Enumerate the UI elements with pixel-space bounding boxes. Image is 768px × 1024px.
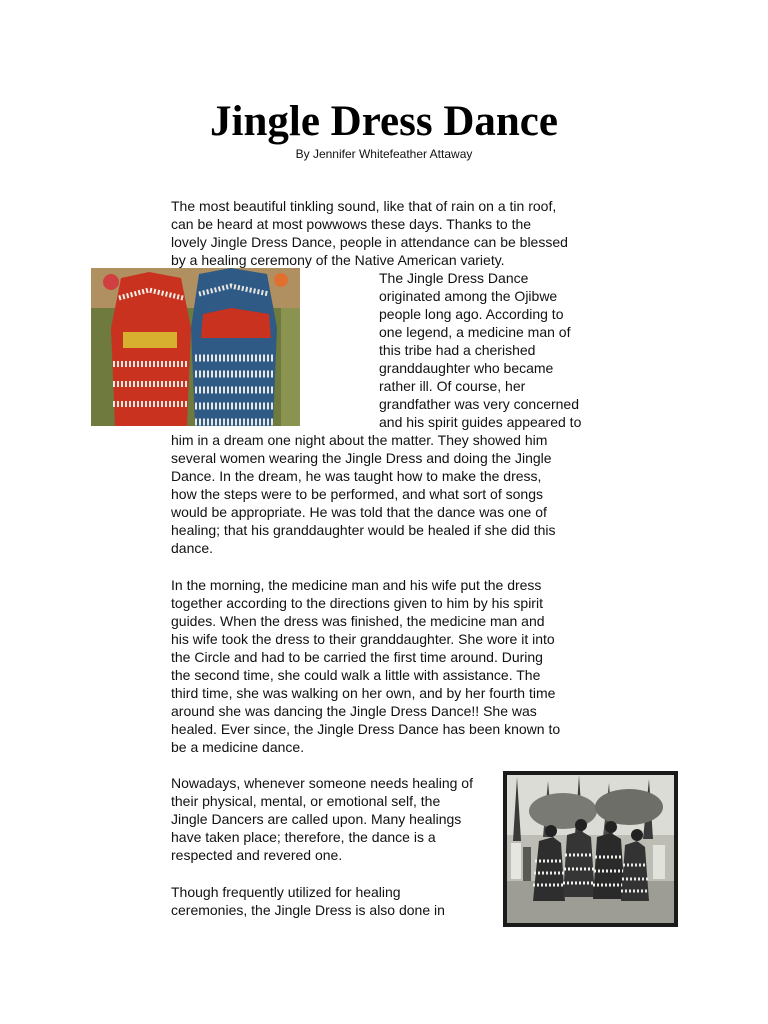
body-text-line: and his spirit guides appeared to: [379, 414, 582, 430]
body-text-line: one legend, a medicine man of: [379, 324, 571, 340]
body-text-line: the second time, she could walk a little with assistance. The: [171, 667, 541, 683]
body-text-line: healing; that his granddaughter would be healed if she did this: [171, 522, 556, 538]
body-text-line: how the steps were to be performed, and what sort of songs: [171, 486, 543, 502]
body-text-line: by a healing ceremony of the Native American variety.: [171, 252, 505, 268]
body-text-line: ceremonies, the Jingle Dress is also done in: [171, 902, 445, 918]
body-text-line: Jingle Dancers are called upon. Many healings: [171, 811, 462, 827]
body-text-line: third time, she was walking on her own, and by her fourth time: [171, 685, 556, 701]
body-text-line: his wife took the dress to their granddaughter. She wore it into: [171, 631, 555, 647]
body-text-line: originated among the Ojibwe: [379, 288, 558, 304]
body-text-line: have taken place; therefore, the dance is a: [171, 829, 436, 845]
jingle-dancers-color-photo: [91, 268, 300, 426]
body-text-line: The Jingle Dress Dance: [379, 270, 529, 286]
body-text-line: guides. When the dress was finished, the medicine man and: [171, 613, 545, 629]
body-text-line: be a medicine dance.: [171, 739, 305, 755]
body-text-line: Nowadays, whenever someone needs healing of: [171, 775, 473, 791]
body-text-line: together according to the directions given to him by his spirit: [171, 595, 543, 611]
body-text-line: rather ill. Of course, her: [379, 378, 526, 394]
body-text-line: their physical, mental, or emotional self, the: [171, 793, 441, 809]
body-text-line: dance.: [171, 540, 214, 556]
body-text-line: would be appropriate. He was told that the dance was one of: [171, 504, 547, 520]
body-text-line: around she was dancing the Jingle Dress Dance!! She was: [171, 703, 537, 719]
historic-dancers-bw-photo: [503, 771, 678, 927]
body-text-line: grandfather was very concerned: [379, 396, 579, 412]
document-title: Jingle Dress Dance: [210, 98, 558, 145]
body-text-line: respected and revered one.: [171, 847, 343, 863]
jingle-dancers-illustration: [91, 268, 300, 426]
body-text-line: The most beautiful tinkling sound, like that of rain on a tin roof,: [171, 198, 557, 214]
historic-dancers-illustration: [503, 771, 678, 927]
body-text-line: several women wearing the Jingle Dress and doing the Jingle: [171, 450, 552, 466]
body-text-line: Dance. In the dream, he was taught how to make the dress,: [171, 468, 542, 484]
body-text-line: In the morning, the medicine man and his wife put the dress: [171, 577, 542, 593]
body-text-line: this tribe had a cherished: [379, 342, 536, 358]
body-text-line: the Circle and had to be carried the first time around. During: [171, 649, 543, 665]
body-text-line: lovely Jingle Dress Dance, people in attendance can be blessed: [171, 234, 568, 250]
body-text-line: healed. Ever since, the Jingle Dress Dance has been known to: [171, 721, 561, 737]
body-text-line: can be heard at most powwows these days. Thanks to the: [171, 216, 532, 232]
author-byline: By Jennifer Whitefeather Attaway: [295, 147, 473, 161]
body-text-line: him in a dream one night about the matter. They showed him: [171, 432, 548, 448]
body-text-line: Though frequently utilized for healing: [171, 884, 401, 900]
body-text-line: granddaughter who became: [379, 360, 554, 376]
body-text-line: people long ago. According to: [379, 306, 564, 322]
